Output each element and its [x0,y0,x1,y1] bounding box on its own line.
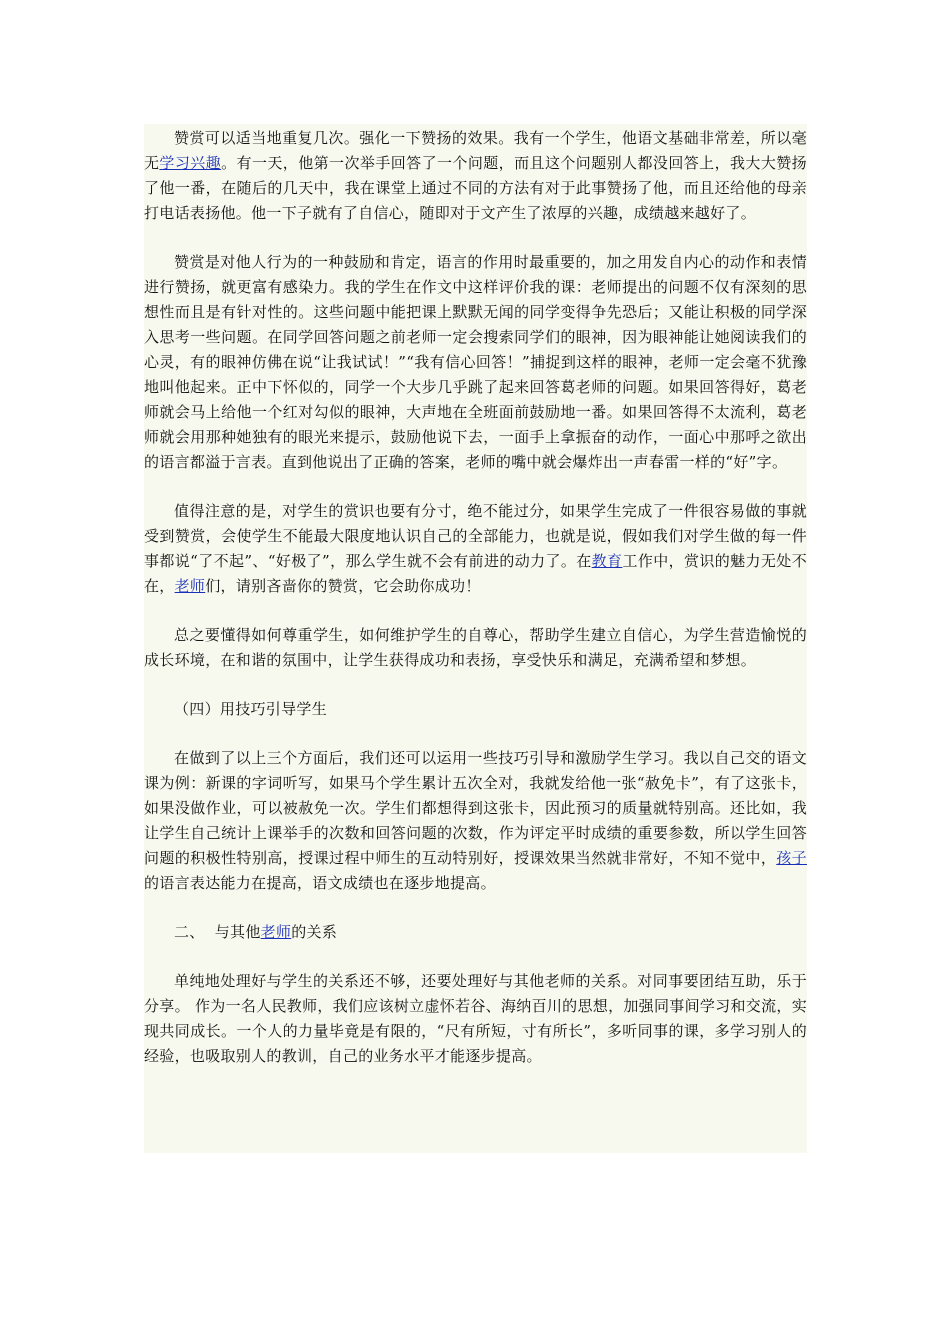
section-heading-colleagues [144,920,807,945]
link-children[interactable]: 孩子 [776,849,807,867]
text: 值得注意的是，对学生的赏识也要有分寸，绝不能过分，如果学生完成了一件很容易做的事就受到赞赏，会使学生不能最大限度地认识自己的全部能力，也就是说，假如我们对学生做的每一件事都说“了不起”、“好极了”，那么学生就不会有前进的动力了。在 [144,502,807,570]
text: 。有一天，他第一次举手回答了一个问题，而且这个问题别人都没回答上，我大大赞扬了他一番，在随后的几天中，我在课堂上通过不同的方法有对于此事赞扬了他，而且还给他的母亲打电话表扬他。他一下子就有了自信心，随即对于文产生了浓厚的兴趣，成绩越来越好了。 [144,154,807,222]
paragraph-summary: 总之要懂得如何尊重学生，如何维护学生的自尊心，帮助学生建立自信心，为学生营造愉悦的成长环境，在和谐的氛围中，让学生获得成功和表扬，享受快乐和满足，充满希望和梦想。 [144,626,807,669]
text: 赞赏可以适当地重复几次。强化一下赞扬的效果。我有一个学生，他语文基础非常差，所以毫无 [144,129,807,172]
text: 工作中，赏识的魅力无处不在， [144,552,807,595]
text: 的语言表达能力在提高，语文成绩也在逐步地提高。 [144,874,496,892]
section-heading-skills: （四）用技巧引导学生 [174,700,328,718]
link-education[interactable]: 教育 [591,552,623,570]
article-panel [144,124,807,1153]
paragraph-praise-repeat [144,126,807,226]
text: 的关系 [291,923,338,941]
link-teacher[interactable]: 老师 [174,577,206,595]
paragraph-skills [144,746,807,896]
paragraph-praise-encourage: 赞赏是对他人行为的一种鼓励和肯定，语言的作用时最重要的，加之用发自内心的动作和表情进行赞扬，就更富有感染力。我的学生在作文中这样评价我的课：老师提出的问题不仅有深刻的思想性而且是有针对性的。这些问题中能把课上默默无闻的同学变得争先恐后；又能让积极的同学深入思考一些问题。在同学回答问题之前老师一定会搜索同学们的眼神，因为眼神能让她阅读我们的心灵，有的眼神仿佛在说“让我试试！”“我有信心回答！”捕捉到这样的眼神，老师一定会毫不犹豫地叫他起来。正中下怀似的，同学一个大步几乎跳了起来回答葛老师的问题。如果回答得好，葛老师就会马上给他一个红对勾似的眼神，大声地在全班面前鼓励地一番。如果回答得不太流利，葛老师就会用那种她独有的眼光来提示，鼓励他说下去，一面手上拿振奋的动作，一面心中那呼之欲出的语言都溢于言表。直到他说出了正确的答案，老师的嘴中就会爆炸出一声春雷一样的“好”字。 [144,253,807,471]
paragraph-colleagues: 单纯地处理好与学生的关系还不够，还要处理好与其他老师的关系。对同事要团结互助，乐于分享。 作为一名人民教师，我们应该树立虚怀若谷、海纳百川的思想，加强同事间学习和交流，实现共同成长。一个人的力量毕竟是有限的，“尺有所短，寸有所长”，多听同事的课，多学习别人的经验，也吸取别人的教训，自己的业务水平才能逐步提高。 [144,972,807,1065]
text: 二、 与其他 [174,923,261,941]
link-teacher-2[interactable]: 老师 [260,923,292,941]
text: 们，请别吝啬你的赞赏，它会助你成功！ [205,577,481,595]
link-learning-interest[interactable]: 学习兴趣 [159,154,222,172]
paragraph-praise-moderation [144,499,807,599]
text: 在做到了以上三个方面后，我们还可以运用一些技巧引导和激励学生学习。我以自己交的语文课为例：新课的字词听写，如果马个学生累计五次全对，我就发给他一张“赦免卡”，有了这张卡，如果没做作业，可以被赦免一次。学生们都想得到这张卡，因此预习的质量就特别高。还比如，我让学生自己统计上课举手的次数和回答问题的次数，作为评定平时成绩的重要参数，所以学生回答问题的积极性特别高，授课过程中师生的互动特别好，授课效果当然就非常好，不知不觉中， [144,749,807,867]
